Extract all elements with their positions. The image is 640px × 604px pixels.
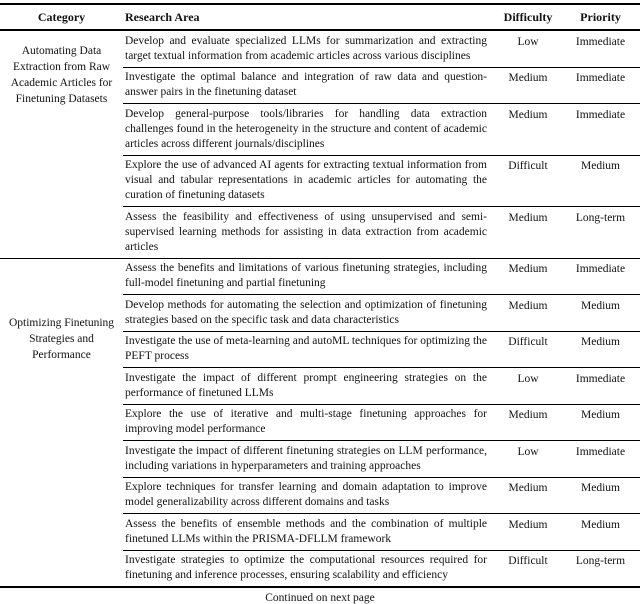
table-row: [123, 367, 640, 404]
column-header-difficulty: Difficulty: [503, 10, 553, 24]
table-row: [123, 259, 640, 295]
table-row: [123, 404, 640, 441]
research-area-text: Explore the use of iterative and multi-stage finetuning approaches for improving model performance: [125, 408, 487, 435]
document-page: [0, 3, 640, 604]
research-area-text: Develop methods for automating the selection and optimization of finetuning strategies based on the specific task and data characteristics: [125, 298, 487, 326]
category-section: [0, 31, 640, 258]
research-area-text: Investigate the use of meta-learning and autoML techniques for optimizing the PEFT process: [125, 335, 487, 362]
priority-value: Immediate: [575, 263, 626, 275]
priority-value: Medium: [581, 482, 620, 494]
difficulty-value: Medium: [508, 72, 548, 84]
research-area-text: Investigate the impact of different prompt engineering strategies on the performance of finetuned LLMs: [125, 371, 487, 399]
table-row: [123, 31, 640, 67]
table-row: [123, 103, 640, 155]
category-cell: Optimizing Finetuning Strategies and Performance: [8, 316, 115, 361]
difficulty-value: Difficult: [508, 555, 548, 567]
column-header-category: Category: [37, 10, 86, 24]
difficulty-value: Difficult: [508, 160, 548, 172]
difficulty-value: Low: [517, 372, 539, 385]
category-cell: Automating Data Extraction from Raw Academic Articles for Finetuning Datasets: [10, 45, 113, 105]
priority-value: Medium: [581, 299, 620, 312]
research-area-text: Assess the benefits and limitations of various finetuning strategies, including full-model finetuning and partial finetuning: [125, 262, 487, 289]
table-row: [123, 550, 640, 587]
table-row: [123, 477, 640, 514]
table-row: [123, 331, 640, 368]
difficulty-value: Low: [517, 445, 539, 458]
table-row: [123, 440, 640, 477]
research-area-text: Explore techniques for transfer learning and domain adaptation to improve model generalizability across different domains and tasks: [125, 481, 487, 508]
priority-value: Immediate: [575, 35, 626, 48]
table-header-row: [0, 5, 640, 31]
difficulty-value: Medium: [508, 409, 548, 421]
continued-note: Continued on next page: [265, 592, 375, 604]
difficulty-value: Medium: [508, 299, 548, 312]
difficulty-value: Medium: [508, 211, 548, 224]
table-row: [123, 155, 640, 207]
column-header-priority: Priority: [580, 10, 621, 24]
table-row: [123, 67, 640, 104]
priority-value: Medium: [581, 336, 620, 348]
priority-value: Long-term: [575, 211, 626, 224]
priority-value: Immediate: [575, 108, 626, 121]
difficulty-value: Medium: [508, 518, 548, 531]
table-row: [123, 206, 640, 258]
priority-value: Immediate: [575, 445, 626, 458]
category-section: [0, 258, 640, 587]
table-body: [0, 31, 640, 586]
section-rows: [123, 31, 640, 258]
research-area-text: Explore the use of advanced AI agents for extracting textual information from visual and tabular representations in academic articles for automating the curation of finetuning datasets: [125, 159, 487, 201]
priority-value: Immediate: [575, 372, 626, 385]
priority-value: Medium: [581, 409, 620, 421]
difficulty-value: Low: [517, 35, 539, 48]
table-row: [123, 513, 640, 550]
difficulty-value: Medium: [508, 482, 548, 494]
research-area-text: Assess the benefits of ensemble methods and the combination of multiple finetuned LLMs within the PRISMA-DFLLM framework: [125, 517, 487, 545]
priority-value: Medium: [581, 160, 620, 172]
difficulty-value: Medium: [508, 108, 548, 121]
research-area-text: Develop general-purpose tools/libraries for handling data extraction challenges found in the heterogeneity in the structure and content of academic articles across different journals/disciplines: [125, 107, 487, 150]
research-area-text: Investigate strategies to optimize the computational resources required for finetuning and inference processes, ensuring scalability and efficiency: [125, 554, 487, 581]
research-roadmap-table: [0, 3, 640, 588]
difficulty-value: Difficult: [508, 336, 548, 348]
priority-value: Long-term: [575, 555, 626, 567]
table-row: [123, 294, 640, 331]
section-rows: [123, 259, 640, 587]
priority-value: Medium: [581, 518, 620, 531]
priority-value: Immediate: [575, 72, 626, 84]
difficulty-value: Medium: [508, 263, 548, 275]
research-area-text: Investigate the optimal balance and integration of raw data and question-answer pairs in the finetuning dataset: [125, 71, 487, 98]
research-area-text: Develop and evaluate specialized LLMs for summarization and extracting target textual information from academic articles across various disciplines: [125, 34, 487, 62]
column-header-research-area: Research Area: [125, 10, 200, 24]
research-area-text: Assess the feasibility and effectiveness of using unsupervised and semi-supervised learning methods for assisting in data extraction from academic articles: [125, 210, 487, 253]
research-area-text: Investigate the impact of different finetuning strategies on LLM performance, including variations in hyperparameters and training approaches: [125, 444, 487, 472]
